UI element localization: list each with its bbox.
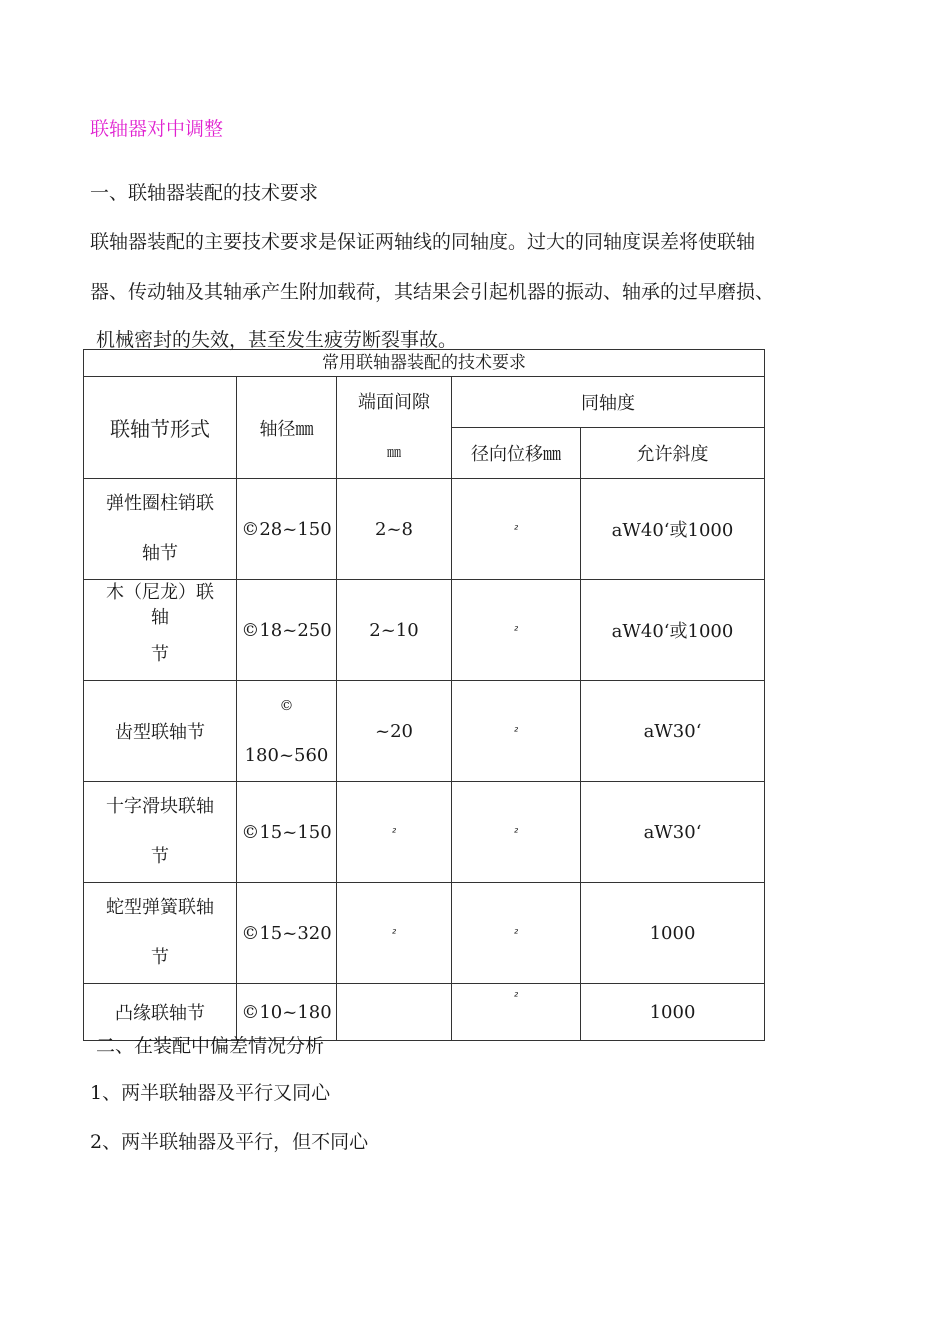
header-tilt: 允许斜度 [581, 428, 765, 479]
cell-type-line: 轴 [151, 607, 169, 628]
table-caption: 常用联轴器装配的技术要求 [84, 350, 765, 377]
header-gap [337, 377, 452, 479]
header-diameter: 轴径㎜ [237, 377, 337, 479]
cell-type: 凸缘联轴节 [84, 984, 237, 1041]
cell-radial: ² [452, 681, 581, 782]
cell-type-line: 蛇型弹簧联轴 [106, 897, 214, 918]
cell-radial: ² [452, 479, 581, 580]
cell-diameter-line: 180~560 [244, 745, 329, 766]
header-gap-unit: ㎜ [387, 444, 401, 461]
cell-radial: ² [452, 883, 581, 984]
table-row [84, 883, 765, 984]
document-title: 联轴器对中调整 [90, 118, 224, 140]
header-gap-line1: 端面间隙 [358, 391, 430, 413]
cell-diameter: ©28~150 [237, 479, 337, 580]
cell-type-line: 弹性圈柱销联 [106, 493, 214, 514]
paragraph-line: 器、传动轴及其轴承产生附加载荷，其结果会引起机器的振动、轴承的过早磨损、 [90, 281, 775, 303]
header-coaxial: 同轴度 [452, 377, 765, 428]
cell-gap: 2~8 [337, 479, 452, 580]
list-item: 1、两半联轴器及平行又同心 [90, 1082, 331, 1104]
cell-diameter: ©18~250 [237, 580, 337, 681]
cell-type: 齿型联轴节 [84, 681, 237, 782]
cell-radial: ² [452, 984, 581, 1041]
cell-tilt: 1000 [581, 883, 765, 984]
cell-gap [337, 984, 452, 1041]
table-row [84, 782, 765, 883]
list-item: 2、两半联轴器及平行，但不同心 [90, 1131, 369, 1153]
cell-gap: ² [337, 782, 452, 883]
cell-type-line: 十字滑块联轴 [106, 796, 214, 817]
paragraph-line: 联轴器装配的主要技术要求是保证两轴线的同轴度。过大的同轴度误差将使联轴 [90, 231, 756, 253]
cell-type [84, 479, 237, 580]
cell-radial: ² [452, 580, 581, 681]
cell-type-line: 节 [151, 644, 169, 665]
table-row [84, 580, 765, 681]
cell-type [84, 883, 237, 984]
cell-tilt: aW30‘ [581, 782, 765, 883]
cell-tilt: aW40‘或1000 [581, 479, 765, 580]
cell-type [84, 782, 237, 883]
cell-diameter [237, 681, 337, 782]
cell-tilt: aW30‘ [581, 681, 765, 782]
cell-type [84, 580, 237, 681]
table-row [84, 984, 765, 1041]
cell-diameter: ©15~150 [237, 782, 337, 883]
cell-type-line: 木（尼龙）联 [106, 582, 214, 603]
section-heading-analysis: 二、在装配中偏差情况分析 [96, 1035, 325, 1057]
table-row [84, 479, 765, 580]
paragraph-line: 机械密封的失效，甚至发生疲劳断裂事故。 [96, 329, 458, 351]
cell-tilt: 1000 [581, 984, 765, 1041]
cell-type-line: 节 [151, 846, 169, 867]
cell-gap: ~20 [337, 681, 452, 782]
header-type: 联轴节形式 [84, 377, 237, 479]
cell-gap: ² [337, 883, 452, 984]
cell-gap: 2~10 [337, 580, 452, 681]
cell-diameter: ©15~320 [237, 883, 337, 984]
cell-diameter-line: © [279, 698, 294, 714]
header-radial: 径向位移㎜ [452, 428, 581, 479]
cell-radial: ² [452, 782, 581, 883]
coupling-spec-table [83, 349, 765, 1041]
cell-diameter: ©10~180 [237, 984, 337, 1041]
section-heading-requirements: 一、联轴器装配的技术要求 [90, 182, 319, 204]
cell-tilt: aW40‘或1000 [581, 580, 765, 681]
table-row [84, 681, 765, 782]
cell-type-line: 节 [151, 947, 169, 968]
cell-type-line: 轴节 [142, 543, 178, 564]
